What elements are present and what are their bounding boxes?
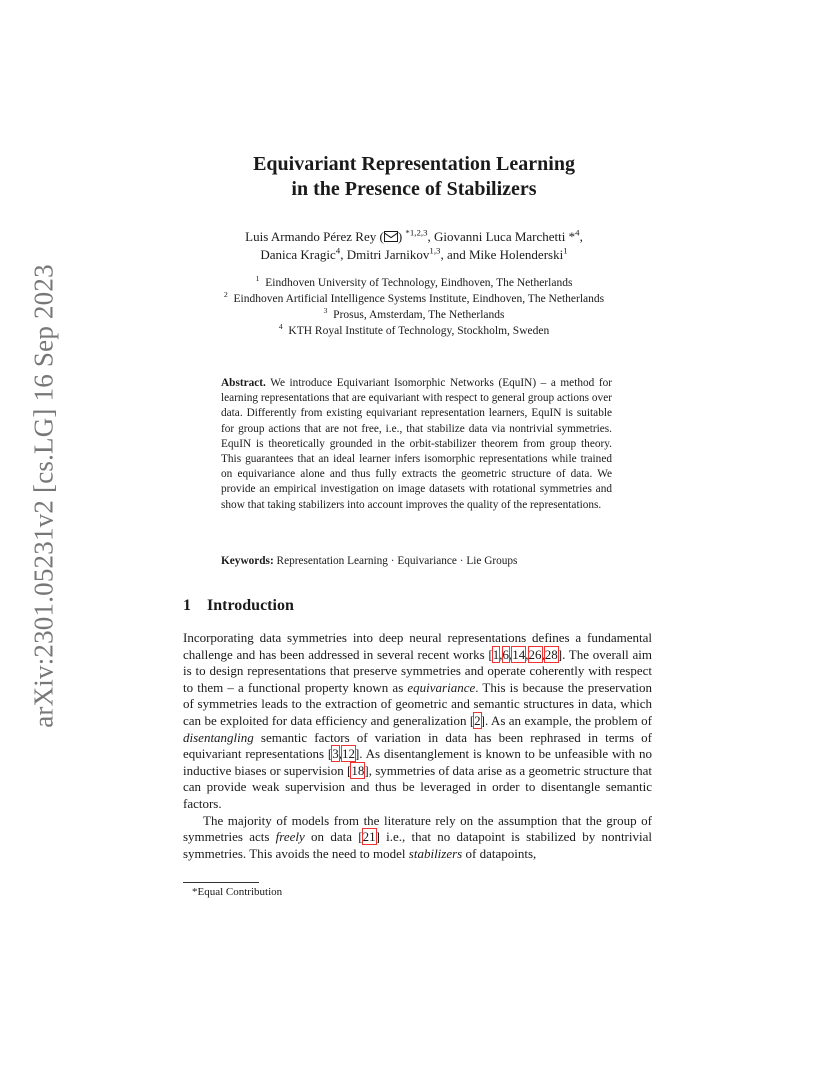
text-run: ], symmetries of data arise as a geometric structure that can provide weak supervision and thus be leveraged in order to disentangle semantic factors. (183, 762, 652, 811)
author-name: , Giovanni Luca Marchetti * (427, 229, 576, 244)
author-affil-sup: 1 (563, 245, 568, 256)
citation-link[interactable]: 2 (474, 712, 481, 728)
affiliation-text: KTH Royal Institute of Technology, Stockholm, Sweden (288, 325, 550, 337)
keywords-label: Keywords: (221, 555, 274, 567)
keywords-text: Representation Learning · Equivariance · Lie Groups (276, 555, 518, 567)
emphasis: freely (275, 829, 305, 845)
text-run: ]. As an example, the problem of (480, 712, 652, 728)
affiliation-text: Eindhoven Artificial Intelligence Systems Institute, Eindhoven, The Netherlands (233, 293, 605, 305)
affiliation-4 (0, 323, 828, 339)
arxiv-identifier: arXiv:2301.05231v2 [cs.LG] 16 Sep 2023 (28, 264, 59, 728)
emphasis: stabilizers (408, 845, 463, 861)
author-list (0, 228, 828, 264)
affiliation-num: 4 (278, 322, 283, 332)
abstract-label: Abstract. (221, 377, 266, 389)
affiliation-2 (0, 291, 828, 307)
abstract-text: We introduce Equivariant Isomorphic Networks (EquIN) – a method for learning representations that are equivariant with respect to general group actions over data. Differently from existing equivariant representation learners, EquIN is suitable for group actions that are not free, i.e., that stabilize data via nontrivial symmetries. EquIN is theoretically grounded in the orbit-stabilizer theorem from group theory. This guarantees that an ideal learner infers isomorphic representations while trained on equivariance alone and thus fully extracts the geometric structure of data. We provide an empirical investigation on image datasets with rotational symmetries and show that taking stabilizers into account improves the quality of the representations. (221, 377, 612, 511)
paragraph: Incorporating data symmetries into deep neural representations defines a fundamental challenge and has been addressed in several recent works [1,6,14,26,28]. The overall aim is to design representations that preserve symmetries and operate coherently with respect to them – a functional property known as equivariance. This is because the preservation of symmetries leads to the extraction of geometric and semantic structures in data, which can be exploited for data efficiency and generalization [2]. As an example, the problem of disentangling semantic factors of variation in data has been rephrased in terms of equivariant representations [3,12]. As disentanglement is known to be unfeasible with no inductive biases or supervision [18], symmetries of data arise as a geometric structure that can provide weak supervision and thus be leveraged in order to disentangle semantic factors. (183, 630, 653, 811)
affiliation-num: 2 (223, 290, 228, 300)
author-name: , Dmitri Jarnikov (340, 247, 430, 262)
citation-link[interactable]: 21 (362, 829, 376, 845)
text-run: semantic factors of variation in data has been rephrased in terms of equivariant representations [ (183, 729, 652, 762)
paper-title (0, 152, 828, 202)
affiliation-3 (0, 307, 828, 323)
footnote-rule (183, 882, 259, 883)
affiliations (0, 275, 828, 339)
emphasis: disentangling (183, 729, 254, 745)
citation-link[interactable]: 3 (332, 746, 339, 762)
citation-link[interactable]: 28 (544, 646, 558, 662)
text-run: of datapoints, (462, 845, 537, 861)
citation-link[interactable]: 18 (351, 762, 365, 778)
author-name: Luis Armando Pérez Rey ( (245, 229, 384, 244)
text-run: ]. The overall aim is to design representations that preserve symmetries and operate coherently with respect to them – a functional property known as (183, 646, 652, 695)
emphasis: equivariance (407, 679, 476, 695)
author-name: Danica Kragic (260, 247, 336, 262)
section-title: Introduction (207, 597, 294, 614)
affiliation-1 (0, 275, 828, 291)
envelope-icon[interactable] (384, 231, 398, 242)
text-run: ] i.e., that no datapoint is stabilized by nontrivial symmetries. This avoids the need to model (183, 829, 652, 861)
footnote: *Equal Contribution (192, 886, 283, 898)
intro-body (183, 630, 652, 862)
abstract (221, 376, 612, 513)
title-line-2: in the Presence of Stabilizers (291, 178, 537, 200)
affiliation-num: 3 (323, 306, 328, 316)
text-run: ]. As disentanglement is known to be unfeasible with no inductive biases or supervision [ (183, 746, 653, 778)
affiliation-text: Prosus, Amsterdam, The Netherlands (333, 309, 505, 321)
affiliation-num: 1 (255, 274, 260, 284)
section-heading (183, 597, 294, 615)
citation-link[interactable]: 14 (512, 646, 526, 662)
citation-link[interactable]: 12 (341, 746, 355, 762)
title-line-1: Equivariant Representation Learning (253, 153, 575, 175)
arxiv-sidebar (26, 264, 62, 728)
author-affil-sup: *1,2,3 (405, 227, 428, 238)
paragraph (183, 813, 652, 863)
text-run: . This is because the preservation of symmetries leads to the extraction of geometric and semantic structures in data, which can be exploited for data efficiency and generalization [ (183, 679, 652, 728)
citation-link[interactable]: 26 (528, 646, 542, 662)
citation-link[interactable]: 6 (502, 646, 509, 662)
text-run: Incorporating data symmetries into deep neural representations defines a fundamental challenge and has been addressed in several recent works [ (183, 630, 652, 662)
author-affil-sup: 4 (575, 227, 580, 238)
text-run: The majority of models from the literature rely on the assumption that the group of symmetries acts (183, 812, 652, 845)
text-run: on data [ (304, 829, 363, 845)
author-line-1: Luis Armando Pérez Rey ( ) $^{*1,2,3}$, Giovanni Luca Marchetti *$^4$, (245, 227, 583, 244)
affiliation-text: Eindhoven University of Technology, Eindhoven, The Netherlands (265, 277, 573, 289)
keywords (221, 554, 612, 569)
citation-link[interactable]: 1 (492, 646, 500, 662)
author-affil-sup: 1,3 (429, 245, 441, 256)
author-name: , and Mike Holenderski (440, 247, 564, 262)
section-number: 1 (183, 597, 191, 614)
author-affil-sup: 4 (335, 245, 341, 256)
author-line-2 (0, 246, 828, 264)
